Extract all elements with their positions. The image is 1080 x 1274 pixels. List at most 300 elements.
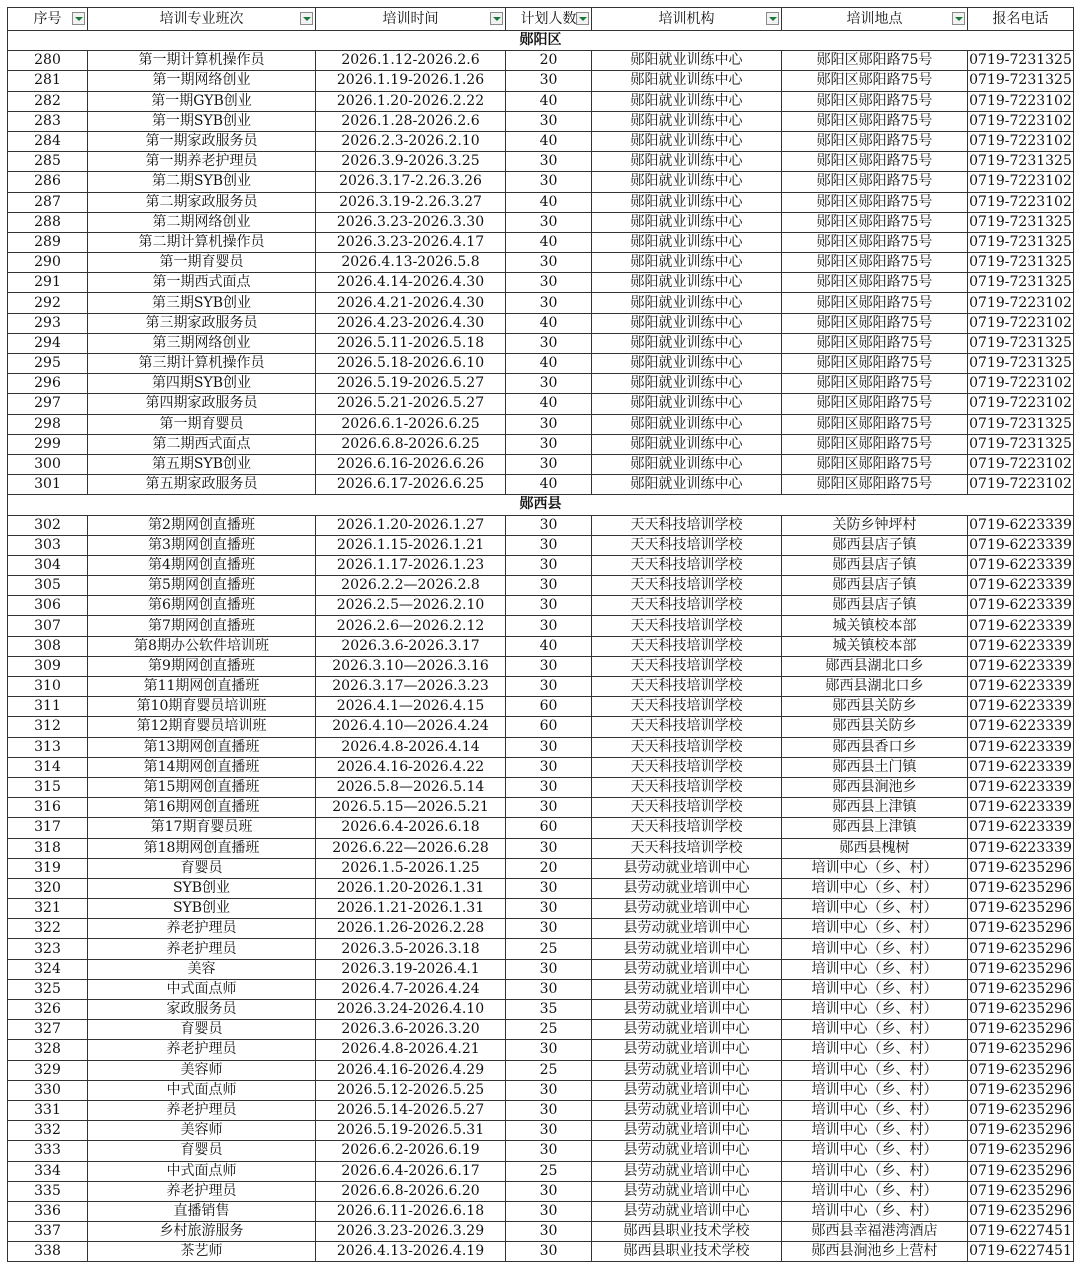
cell-index[interactable]: 336 [8, 1201, 88, 1221]
cell-time[interactable]: 2026.5.14-2026.5.27 [316, 1100, 506, 1120]
cell-time[interactable]: 2026.5.18-2026.6.10 [316, 354, 506, 374]
cell-location[interactable]: 培训中心（乡、村） [782, 939, 968, 959]
cell-time[interactable]: 2026.6.4-2026.6.18 [316, 818, 506, 838]
cell-course[interactable]: 第二期网络创业 [88, 212, 316, 232]
cell-location[interactable]: 培训中心（乡、村） [782, 1141, 968, 1161]
cell-index[interactable]: 299 [8, 434, 88, 454]
cell-org[interactable]: 郧阳就业训练中心 [592, 333, 782, 353]
cell-org[interactable]: 郧阳就业训练中心 [592, 454, 782, 474]
cell-index[interactable]: 292 [8, 293, 88, 313]
cell-index[interactable]: 311 [8, 697, 88, 717]
cell-time[interactable]: 2026.2.6—2026.2.12 [316, 616, 506, 636]
cell-org[interactable]: 郧阳就业训练中心 [592, 293, 782, 313]
cell-plan[interactable]: 30 [506, 555, 592, 575]
cell-course[interactable]: 养老护理员 [88, 939, 316, 959]
cell-location[interactable]: 郧西县关防乡 [782, 717, 968, 737]
cell-phone[interactable]: 0719-7223102 [968, 293, 1074, 313]
cell-course[interactable]: 第16期网创直播班 [88, 798, 316, 818]
cell-location[interactable]: 郧阳区郧阳路75号 [782, 131, 968, 151]
cell-plan[interactable]: 30 [506, 899, 592, 919]
cell-phone[interactable]: 0719-6223339 [968, 616, 1074, 636]
cell-time[interactable]: 2026.6.16-2026.6.26 [316, 454, 506, 474]
cell-plan[interactable]: 25 [506, 1020, 592, 1040]
cell-plan[interactable]: 40 [506, 91, 592, 111]
cell-course[interactable]: 美容 [88, 959, 316, 979]
cell-org[interactable]: 县劳动就业培训中心 [592, 939, 782, 959]
cell-plan[interactable]: 30 [506, 1121, 592, 1141]
cell-time[interactable]: 2026.3.17—2026.3.23 [316, 677, 506, 697]
cell-index[interactable]: 315 [8, 777, 88, 797]
cell-location[interactable]: 郧西县幸福港湾酒店 [782, 1222, 968, 1242]
cell-location[interactable]: 关防乡钟坪村 [782, 515, 968, 535]
cell-org[interactable]: 郧阳就业训练中心 [592, 91, 782, 111]
cell-phone[interactable]: 0719-6235296 [968, 1040, 1074, 1060]
cell-time[interactable]: 2026.1.21-2026.1.31 [316, 899, 506, 919]
cell-time[interactable]: 2026.1.15-2026.1.21 [316, 535, 506, 555]
cell-location[interactable]: 培训中心（乡、村） [782, 919, 968, 939]
cell-course[interactable]: 第五期SYB创业 [88, 454, 316, 474]
cell-org[interactable]: 县劳动就业培训中心 [592, 1020, 782, 1040]
cell-plan[interactable]: 30 [506, 737, 592, 757]
cell-course[interactable]: 育婴员 [88, 1020, 316, 1040]
cell-location[interactable]: 郧阳区郧阳路75号 [782, 394, 968, 414]
cell-course[interactable]: 第一期养老护理员 [88, 152, 316, 172]
cell-index[interactable]: 291 [8, 273, 88, 293]
cell-location[interactable]: 培训中心（乡、村） [782, 878, 968, 898]
cell-time[interactable]: 2026.6.4-2026.6.17 [316, 1161, 506, 1181]
cell-location[interactable]: 培训中心（乡、村） [782, 1181, 968, 1201]
cell-time[interactable]: 2026.3.23-2026.3.29 [316, 1222, 506, 1242]
cell-course[interactable]: 第四期家政服务员 [88, 394, 316, 414]
cell-phone[interactable]: 0719-7231325 [968, 152, 1074, 172]
cell-location[interactable]: 培训中心（乡、村） [782, 1020, 968, 1040]
cell-location[interactable]: 培训中心（乡、村） [782, 959, 968, 979]
cell-time[interactable]: 2026.6.8-2026.6.20 [316, 1181, 506, 1201]
cell-course[interactable]: 美容师 [88, 1121, 316, 1141]
cell-location[interactable]: 培训中心（乡、村） [782, 979, 968, 999]
cell-org[interactable]: 县劳动就业培训中心 [592, 1141, 782, 1161]
cell-location[interactable]: 郧阳区郧阳路75号 [782, 354, 968, 374]
cell-index[interactable]: 314 [8, 757, 88, 777]
cell-index[interactable]: 304 [8, 555, 88, 575]
cell-location[interactable]: 郧阳区郧阳路75号 [782, 51, 968, 71]
cell-org[interactable]: 郧西县职业技术学校 [592, 1222, 782, 1242]
cell-location[interactable]: 郧阳区郧阳路75号 [782, 313, 968, 333]
cell-time[interactable]: 2026.6.11-2026.6.18 [316, 1201, 506, 1221]
cell-org[interactable]: 天天科技培训学校 [592, 515, 782, 535]
cell-phone[interactable]: 0719-6223339 [968, 798, 1074, 818]
cell-location[interactable]: 郧阳区郧阳路75号 [782, 273, 968, 293]
filter-dropdown-icon[interactable] [952, 12, 965, 25]
cell-index[interactable]: 337 [8, 1222, 88, 1242]
cell-location[interactable]: 郧阳区郧阳路75号 [782, 414, 968, 434]
cell-plan[interactable]: 30 [506, 454, 592, 474]
cell-org[interactable]: 县劳动就业培训中心 [592, 1181, 782, 1201]
cell-course[interactable]: 第6期网创直播班 [88, 596, 316, 616]
filter-dropdown-icon[interactable] [766, 12, 779, 25]
cell-org[interactable]: 天天科技培训学校 [592, 777, 782, 797]
cell-time[interactable]: 2026.2.3-2026.2.10 [316, 131, 506, 151]
cell-location[interactable]: 培训中心（乡、村） [782, 858, 968, 878]
cell-plan[interactable]: 30 [506, 1222, 592, 1242]
cell-location[interactable]: 郧阳区郧阳路75号 [782, 91, 968, 111]
cell-org[interactable]: 天天科技培训学校 [592, 838, 782, 858]
cell-phone[interactable]: 0719-7231325 [968, 434, 1074, 454]
cell-plan[interactable]: 25 [506, 939, 592, 959]
cell-location[interactable]: 郧阳区郧阳路75号 [782, 111, 968, 131]
cell-index[interactable]: 334 [8, 1161, 88, 1181]
cell-plan[interactable]: 25 [506, 1161, 592, 1181]
cell-location[interactable]: 郧阳区郧阳路75号 [782, 374, 968, 394]
cell-location[interactable]: 郧西县湖北口乡 [782, 656, 968, 676]
cell-time[interactable]: 2026.1.26-2026.2.28 [316, 919, 506, 939]
cell-location[interactable]: 郧西县店子镇 [782, 576, 968, 596]
filter-dropdown-icon[interactable] [490, 12, 503, 25]
cell-plan[interactable]: 30 [506, 616, 592, 636]
cell-phone[interactable]: 0719-6235296 [968, 1000, 1074, 1020]
cell-course[interactable]: 养老护理员 [88, 1100, 316, 1120]
cell-org[interactable]: 县劳动就业培训中心 [592, 919, 782, 939]
cell-plan[interactable]: 40 [506, 313, 592, 333]
cell-course[interactable]: 第五期家政服务员 [88, 475, 316, 495]
cell-phone[interactable]: 0719-7223102 [968, 111, 1074, 131]
cell-org[interactable]: 天天科技培训学校 [592, 576, 782, 596]
cell-course[interactable]: 第3期网创直播班 [88, 535, 316, 555]
cell-org[interactable]: 天天科技培训学校 [592, 737, 782, 757]
cell-org[interactable]: 天天科技培训学校 [592, 555, 782, 575]
cell-org[interactable]: 郧阳就业训练中心 [592, 253, 782, 273]
cell-time[interactable]: 2026.4.7-2026.4.24 [316, 979, 506, 999]
cell-phone[interactable]: 0719-7223102 [968, 172, 1074, 192]
cell-course[interactable]: 第一期GYB创业 [88, 91, 316, 111]
cell-phone[interactable]: 0719-6223339 [968, 777, 1074, 797]
cell-org[interactable]: 天天科技培训学校 [592, 717, 782, 737]
cell-index[interactable]: 289 [8, 232, 88, 252]
cell-time[interactable]: 2026.5.11-2026.5.18 [316, 333, 506, 353]
cell-course[interactable]: 美容师 [88, 1060, 316, 1080]
cell-plan[interactable]: 30 [506, 1141, 592, 1161]
cell-org[interactable]: 天天科技培训学校 [592, 535, 782, 555]
cell-plan[interactable]: 60 [506, 717, 592, 737]
cell-plan[interactable]: 30 [506, 535, 592, 555]
cell-location[interactable]: 培训中心（乡、村） [782, 1121, 968, 1141]
cell-index[interactable]: 281 [8, 71, 88, 91]
cell-org[interactable]: 郧阳就业训练中心 [592, 394, 782, 414]
cell-org[interactable]: 郧阳就业训练中心 [592, 131, 782, 151]
cell-phone[interactable]: 0719-7223102 [968, 374, 1074, 394]
cell-plan[interactable]: 30 [506, 333, 592, 353]
cell-time[interactable]: 2026.6.2-2026.6.19 [316, 1141, 506, 1161]
cell-index[interactable]: 293 [8, 313, 88, 333]
cell-location[interactable]: 郧阳区郧阳路75号 [782, 152, 968, 172]
cell-plan[interactable]: 40 [506, 394, 592, 414]
cell-phone[interactable]: 0719-7231325 [968, 253, 1074, 273]
cell-phone[interactable]: 0719-7231325 [968, 354, 1074, 374]
cell-location[interactable]: 郧阳区郧阳路75号 [782, 475, 968, 495]
cell-course[interactable]: 育婴员 [88, 858, 316, 878]
cell-time[interactable]: 2026.4.14-2026.4.30 [316, 273, 506, 293]
cell-org[interactable]: 郧阳就业训练中心 [592, 273, 782, 293]
cell-phone[interactable]: 0719-7231325 [968, 212, 1074, 232]
cell-index[interactable]: 331 [8, 1100, 88, 1120]
cell-org[interactable]: 郧西县职业技术学校 [592, 1242, 782, 1262]
cell-phone[interactable]: 0719-7223102 [968, 91, 1074, 111]
cell-phone[interactable]: 0719-6235296 [968, 858, 1074, 878]
cell-course[interactable]: 直播销售 [88, 1201, 316, 1221]
cell-course[interactable]: 第三期家政服务员 [88, 313, 316, 333]
cell-plan[interactable]: 30 [506, 1181, 592, 1201]
cell-plan[interactable]: 30 [506, 1040, 592, 1060]
cell-plan[interactable]: 30 [506, 576, 592, 596]
cell-time[interactable]: 2026.4.23-2026.4.30 [316, 313, 506, 333]
cell-location[interactable]: 郧西县店子镇 [782, 535, 968, 555]
cell-org[interactable]: 天天科技培训学校 [592, 677, 782, 697]
cell-course[interactable]: SYB创业 [88, 899, 316, 919]
cell-course[interactable]: 中式面点师 [88, 1161, 316, 1181]
cell-index[interactable]: 332 [8, 1121, 88, 1141]
cell-phone[interactable]: 0719-6227451 [968, 1242, 1074, 1262]
cell-org[interactable]: 县劳动就业培训中心 [592, 1040, 782, 1060]
cell-phone[interactable]: 0719-7231325 [968, 273, 1074, 293]
cell-index[interactable]: 329 [8, 1060, 88, 1080]
cell-org[interactable]: 郧阳就业训练中心 [592, 71, 782, 91]
cell-time[interactable]: 2026.6.22—2026.6.28 [316, 838, 506, 858]
cell-location[interactable]: 郧阳区郧阳路75号 [782, 454, 968, 474]
cell-plan[interactable]: 30 [506, 172, 592, 192]
cell-course[interactable]: 第11期网创直播班 [88, 677, 316, 697]
cell-time[interactable]: 2026.4.13-2026.5.8 [316, 253, 506, 273]
cell-course[interactable]: 第二期计算机操作员 [88, 232, 316, 252]
cell-index[interactable]: 313 [8, 737, 88, 757]
cell-phone[interactable]: 0719-6223339 [968, 535, 1074, 555]
cell-phone[interactable]: 0719-6235296 [968, 939, 1074, 959]
cell-org[interactable]: 郧阳就业训练中心 [592, 192, 782, 212]
cell-index[interactable]: 285 [8, 152, 88, 172]
cell-phone[interactable]: 0719-7231325 [968, 51, 1074, 71]
cell-org[interactable]: 县劳动就业培训中心 [592, 1121, 782, 1141]
cell-index[interactable]: 297 [8, 394, 88, 414]
cell-location[interactable]: 培训中心（乡、村） [782, 1060, 968, 1080]
cell-index[interactable]: 307 [8, 616, 88, 636]
cell-org[interactable]: 郧阳就业训练中心 [592, 313, 782, 333]
cell-location[interactable]: 郧阳区郧阳路75号 [782, 333, 968, 353]
cell-index[interactable]: 280 [8, 51, 88, 71]
cell-time[interactable]: 2026.4.21-2026.4.30 [316, 293, 506, 313]
cell-plan[interactable]: 35 [506, 1000, 592, 1020]
cell-phone[interactable]: 0719-7231325 [968, 71, 1074, 91]
cell-org[interactable]: 郧阳就业训练中心 [592, 374, 782, 394]
cell-plan[interactable]: 30 [506, 253, 592, 273]
cell-course[interactable]: 第一期计算机操作员 [88, 51, 316, 71]
cell-course[interactable]: 第2期网创直播班 [88, 515, 316, 535]
cell-phone[interactable]: 0719-6223339 [968, 697, 1074, 717]
cell-phone[interactable]: 0719-6223339 [968, 636, 1074, 656]
cell-plan[interactable]: 30 [506, 111, 592, 131]
cell-time[interactable]: 2026.1.20-2026.1.31 [316, 878, 506, 898]
cell-index[interactable]: 323 [8, 939, 88, 959]
cell-org[interactable]: 天天科技培训学校 [592, 596, 782, 616]
cell-org[interactable]: 县劳动就业培训中心 [592, 1100, 782, 1120]
cell-course[interactable]: 第9期网创直播班 [88, 656, 316, 676]
cell-plan[interactable]: 40 [506, 354, 592, 374]
cell-phone[interactable]: 0719-6235296 [968, 1020, 1074, 1040]
cell-phone[interactable]: 0719-7223102 [968, 475, 1074, 495]
cell-index[interactable]: 330 [8, 1080, 88, 1100]
cell-phone[interactable]: 0719-6235296 [968, 1121, 1074, 1141]
cell-index[interactable]: 300 [8, 454, 88, 474]
cell-org[interactable]: 郧阳就业训练中心 [592, 212, 782, 232]
cell-phone[interactable]: 0719-6227451 [968, 1222, 1074, 1242]
cell-time[interactable]: 2026.4.8-2026.4.21 [316, 1040, 506, 1060]
cell-location[interactable]: 培训中心（乡、村） [782, 1040, 968, 1060]
cell-index[interactable]: 306 [8, 596, 88, 616]
cell-location[interactable]: 郧西县关防乡 [782, 697, 968, 717]
cell-index[interactable]: 320 [8, 878, 88, 898]
cell-phone[interactable]: 0719-6223339 [968, 818, 1074, 838]
cell-plan[interactable]: 30 [506, 596, 592, 616]
cell-org[interactable]: 天天科技培训学校 [592, 656, 782, 676]
cell-plan[interactable]: 30 [506, 374, 592, 394]
cell-course[interactable]: SYB创业 [88, 878, 316, 898]
cell-plan[interactable]: 30 [506, 293, 592, 313]
cell-time[interactable]: 2026.3.19-2026.4.1 [316, 959, 506, 979]
cell-org[interactable]: 郧阳就业训练中心 [592, 152, 782, 172]
cell-course[interactable]: 第一期育婴员 [88, 414, 316, 434]
cell-org[interactable]: 郧阳就业训练中心 [592, 51, 782, 71]
cell-course[interactable]: 第18期网创直播班 [88, 838, 316, 858]
cell-index[interactable]: 319 [8, 858, 88, 878]
cell-org[interactable]: 县劳动就业培训中心 [592, 1080, 782, 1100]
cell-phone[interactable]: 0719-6223339 [968, 576, 1074, 596]
cell-plan[interactable]: 30 [506, 798, 592, 818]
cell-org[interactable]: 县劳动就业培训中心 [592, 959, 782, 979]
cell-course[interactable]: 第三期网络创业 [88, 333, 316, 353]
cell-plan[interactable]: 30 [506, 152, 592, 172]
cell-plan[interactable]: 30 [506, 212, 592, 232]
cell-time[interactable]: 2026.1.19-2026.1.26 [316, 71, 506, 91]
cell-org[interactable]: 天天科技培训学校 [592, 697, 782, 717]
cell-time[interactable]: 2026.2.2—2026.2.8 [316, 576, 506, 596]
cell-time[interactable]: 2026.3.19-2.26.3.27 [316, 192, 506, 212]
cell-phone[interactable]: 0719-7223102 [968, 192, 1074, 212]
cell-time[interactable]: 2026.3.5-2026.3.18 [316, 939, 506, 959]
cell-location[interactable]: 郧西县土门镇 [782, 757, 968, 777]
cell-phone[interactable]: 0719-7223102 [968, 454, 1074, 474]
cell-index[interactable]: 326 [8, 1000, 88, 1020]
cell-course[interactable]: 第一期网络创业 [88, 71, 316, 91]
cell-index[interactable]: 295 [8, 354, 88, 374]
cell-plan[interactable]: 30 [506, 677, 592, 697]
cell-location[interactable]: 郧阳区郧阳路75号 [782, 71, 968, 91]
cell-org[interactable]: 县劳动就业培训中心 [592, 1060, 782, 1080]
cell-time[interactable]: 2026.4.8-2026.4.14 [316, 737, 506, 757]
cell-time[interactable]: 2026.5.19-2026.5.27 [316, 374, 506, 394]
cell-location[interactable]: 培训中心（乡、村） [782, 1201, 968, 1221]
cell-index[interactable]: 327 [8, 1020, 88, 1040]
cell-course[interactable]: 养老护理员 [88, 1181, 316, 1201]
cell-course[interactable]: 第10期育婴员培训班 [88, 697, 316, 717]
cell-plan[interactable]: 30 [506, 434, 592, 454]
cell-phone[interactable]: 0719-6235296 [968, 1161, 1074, 1181]
cell-time[interactable]: 2026.5.12-2026.5.25 [316, 1080, 506, 1100]
cell-plan[interactable]: 20 [506, 51, 592, 71]
cell-phone[interactable]: 0719-7223102 [968, 394, 1074, 414]
cell-course[interactable]: 第8期办公软件培训班 [88, 636, 316, 656]
cell-phone[interactable]: 0719-6235296 [968, 1181, 1074, 1201]
cell-index[interactable]: 308 [8, 636, 88, 656]
cell-course[interactable]: 第二期家政服务员 [88, 192, 316, 212]
cell-course[interactable]: 第一期西式面点 [88, 273, 316, 293]
cell-plan[interactable]: 30 [506, 656, 592, 676]
cell-index[interactable]: 325 [8, 979, 88, 999]
cell-index[interactable]: 318 [8, 838, 88, 858]
cell-index[interactable]: 316 [8, 798, 88, 818]
cell-index[interactable]: 333 [8, 1141, 88, 1161]
cell-course[interactable]: 第一期育婴员 [88, 253, 316, 273]
cell-location[interactable]: 培训中心（乡、村） [782, 1080, 968, 1100]
cell-phone[interactable]: 0719-6223339 [968, 757, 1074, 777]
cell-time[interactable]: 2026.3.9-2026.3.25 [316, 152, 506, 172]
cell-time[interactable]: 2026.3.6-2026.3.20 [316, 1020, 506, 1040]
cell-phone[interactable]: 0719-7231325 [968, 232, 1074, 252]
cell-phone[interactable]: 0719-7231325 [968, 333, 1074, 353]
cell-location[interactable]: 城关镇校本部 [782, 616, 968, 636]
cell-plan[interactable]: 30 [506, 919, 592, 939]
cell-plan[interactable]: 30 [506, 1080, 592, 1100]
cell-location[interactable]: 郧西县上津镇 [782, 798, 968, 818]
cell-time[interactable]: 2026.6.17-2026.6.25 [316, 475, 506, 495]
cell-index[interactable]: 338 [8, 1242, 88, 1262]
cell-index[interactable]: 296 [8, 374, 88, 394]
cell-plan[interactable]: 30 [506, 273, 592, 293]
cell-index[interactable]: 309 [8, 656, 88, 676]
cell-index[interactable]: 317 [8, 818, 88, 838]
cell-phone[interactable]: 0719-6223339 [968, 596, 1074, 616]
cell-org[interactable]: 郧阳就业训练中心 [592, 475, 782, 495]
cell-time[interactable]: 2026.3.23-2026.4.17 [316, 232, 506, 252]
cell-plan[interactable]: 30 [506, 878, 592, 898]
cell-location[interactable]: 培训中心（乡、村） [782, 899, 968, 919]
cell-phone[interactable]: 0719-6235296 [968, 1060, 1074, 1080]
cell-org[interactable]: 郧阳就业训练中心 [592, 414, 782, 434]
cell-course[interactable]: 养老护理员 [88, 1040, 316, 1060]
cell-org[interactable]: 郧阳就业训练中心 [592, 354, 782, 374]
cell-index[interactable]: 302 [8, 515, 88, 535]
cell-index[interactable]: 282 [8, 91, 88, 111]
cell-index[interactable]: 283 [8, 111, 88, 131]
cell-phone[interactable]: 0719-6235296 [968, 1201, 1074, 1221]
cell-phone[interactable]: 0719-6235296 [968, 1100, 1074, 1120]
cell-course[interactable]: 乡村旅游服务 [88, 1222, 316, 1242]
cell-org[interactable]: 郧阳就业训练中心 [592, 172, 782, 192]
cell-time[interactable]: 2026.5.21-2026.5.27 [316, 394, 506, 414]
cell-location[interactable]: 培训中心（乡、村） [782, 1100, 968, 1120]
cell-phone[interactable]: 0719-6223339 [968, 656, 1074, 676]
cell-index[interactable]: 294 [8, 333, 88, 353]
cell-plan[interactable]: 40 [506, 131, 592, 151]
cell-location[interactable]: 郧阳区郧阳路75号 [782, 293, 968, 313]
cell-time[interactable]: 2026.1.20-2026.2.22 [316, 91, 506, 111]
cell-course[interactable]: 第一期家政服务员 [88, 131, 316, 151]
cell-location[interactable]: 郧西县湖北口乡 [782, 677, 968, 697]
cell-location[interactable]: 郧阳区郧阳路75号 [782, 253, 968, 273]
cell-plan[interactable]: 40 [506, 475, 592, 495]
cell-index[interactable]: 303 [8, 535, 88, 555]
cell-plan[interactable]: 60 [506, 818, 592, 838]
cell-index[interactable]: 286 [8, 172, 88, 192]
cell-location[interactable]: 郧阳区郧阳路75号 [782, 172, 968, 192]
cell-plan[interactable]: 40 [506, 636, 592, 656]
